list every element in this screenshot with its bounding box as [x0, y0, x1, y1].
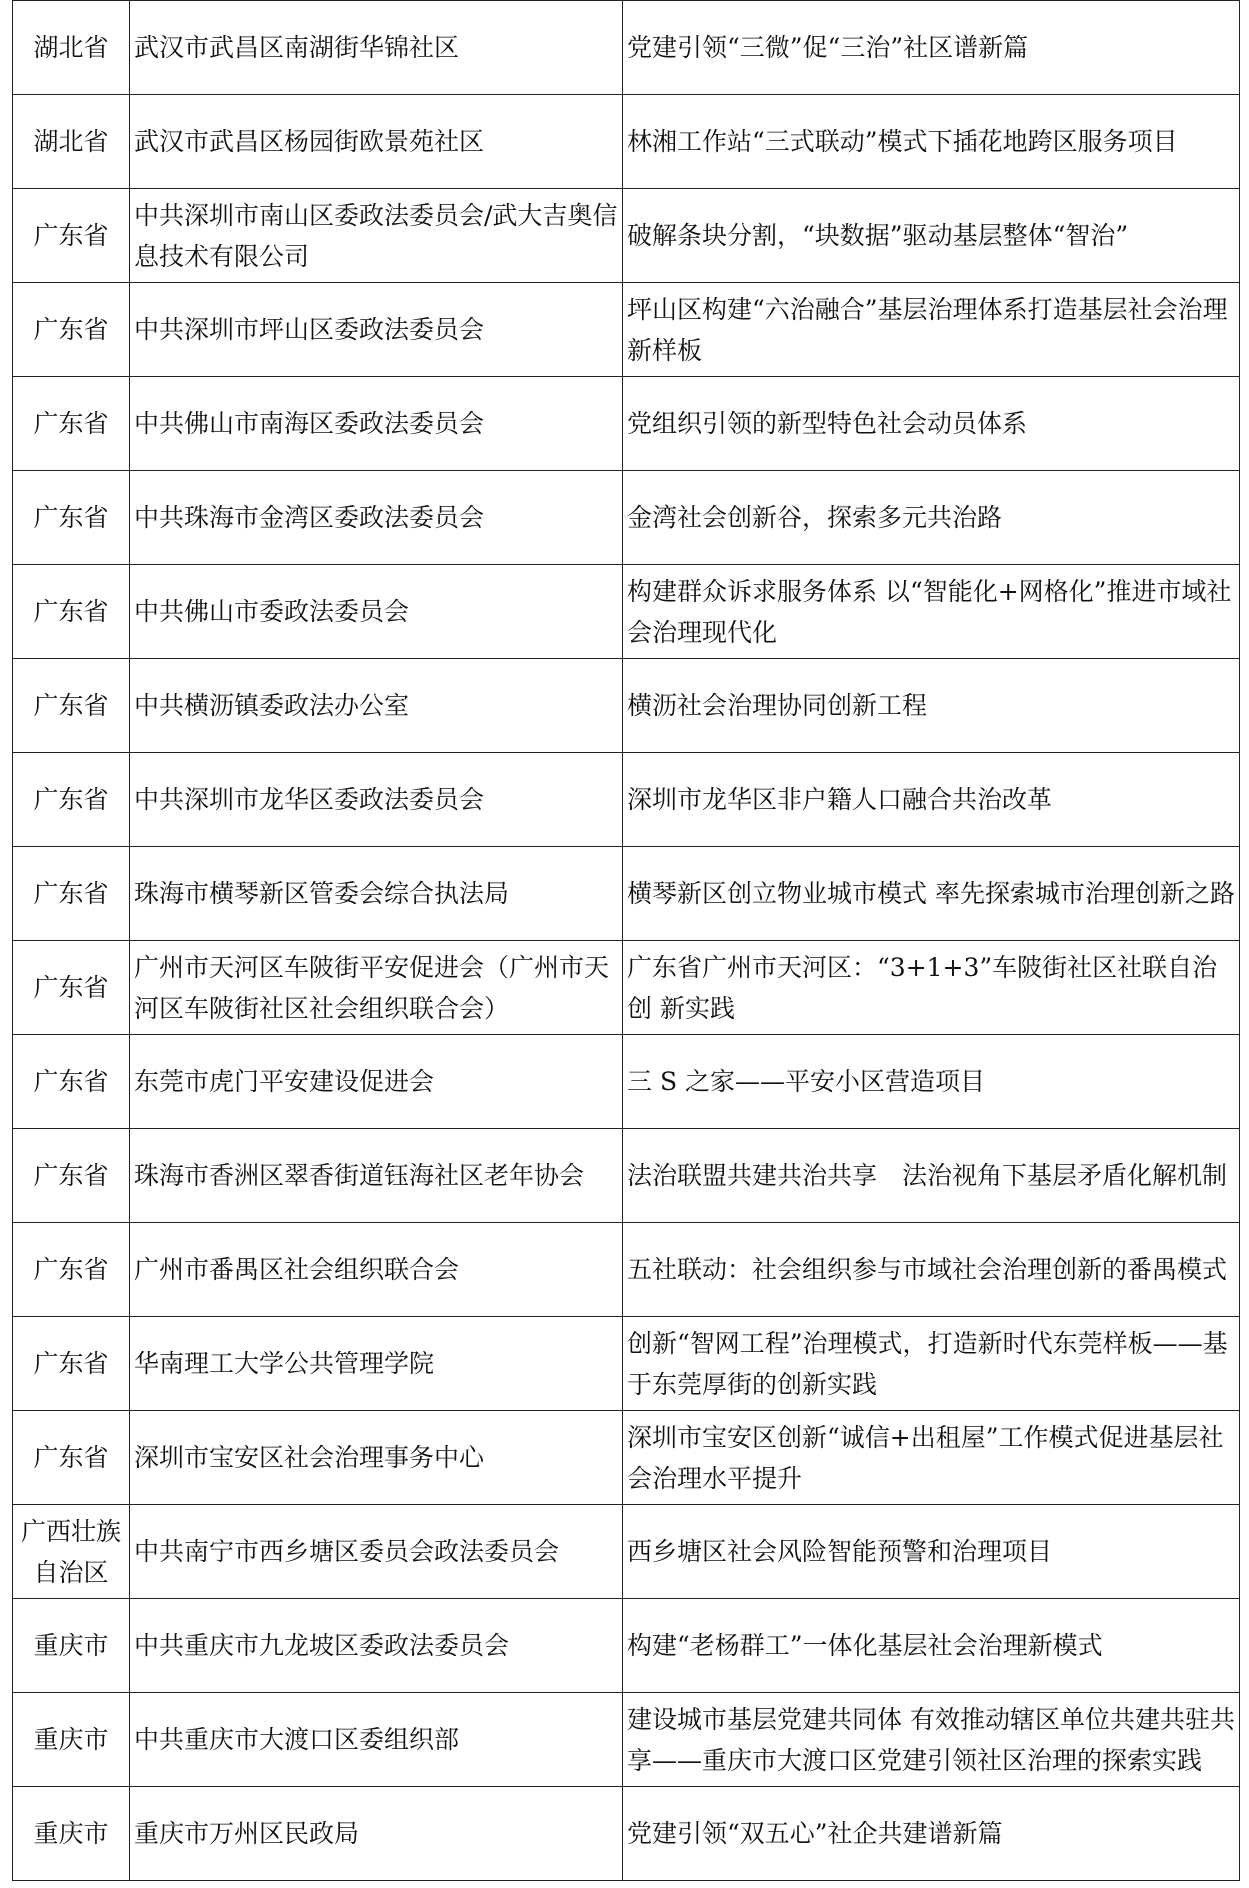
organization-cell: 中共横沥镇委政法办公室	[130, 659, 623, 753]
table-row	[13, 1035, 1240, 1129]
table-row	[13, 1129, 1240, 1223]
table-row	[13, 189, 1240, 283]
table-row	[13, 1317, 1240, 1411]
table-row	[13, 847, 1240, 941]
organization-cell: 珠海市香洲区翠香街道钰海社区老年协会	[130, 1129, 623, 1223]
organization-cell: 重庆市万州区民政局	[130, 1787, 623, 1881]
case-list-table	[12, 0, 1240, 1881]
province-cell: 广东省	[13, 565, 130, 659]
province-cell: 广西壮族自治区	[13, 1505, 130, 1599]
organization-cell: 广州市天河区车陂街平安促进会（广州市天河区车陂街社区社会组织联合会）	[130, 941, 623, 1035]
project-cell: 五社联动：社会组织参与市域社会治理创新的番禺模式	[623, 1223, 1240, 1317]
organization-cell: 中共重庆市九龙坡区委政法委员会	[130, 1599, 623, 1693]
organization-cell: 深圳市宝安区社会治理事务中心	[130, 1411, 623, 1505]
table-row	[13, 565, 1240, 659]
organization-cell: 中共佛山市委政法委员会	[130, 565, 623, 659]
table-row	[13, 471, 1240, 565]
organization-cell: 东莞市虎门平安建设促进会	[130, 1035, 623, 1129]
province-cell: 重庆市	[13, 1787, 130, 1881]
province-cell: 广东省	[13, 471, 130, 565]
province-cell: 广东省	[13, 659, 130, 753]
table-body	[13, 1, 1240, 1881]
province-cell: 广东省	[13, 1129, 130, 1223]
project-cell: 破解条块分割，“块数据”驱动基层整体“智治”	[623, 189, 1240, 283]
province-cell: 重庆市	[13, 1693, 130, 1787]
table-row	[13, 941, 1240, 1035]
table-row	[13, 1223, 1240, 1317]
province-cell: 广东省	[13, 941, 130, 1035]
province-cell: 湖北省	[13, 95, 130, 189]
table-row	[13, 1411, 1240, 1505]
table-row	[13, 1599, 1240, 1693]
organization-cell: 中共深圳市坪山区委政法委员会	[130, 283, 623, 377]
organization-cell: 中共珠海市金湾区委政法委员会	[130, 471, 623, 565]
project-cell: 党组织引领的新型特色社会动员体系	[623, 377, 1240, 471]
organization-cell: 华南理工大学公共管理学院	[130, 1317, 623, 1411]
organization-cell: 中共南宁市西乡塘区委员会政法委员会	[130, 1505, 623, 1599]
province-cell: 广东省	[13, 1223, 130, 1317]
province-cell: 重庆市	[13, 1599, 130, 1693]
project-cell: 建设城市基层党建共同体 有效推动辖区单位共建共驻共享——重庆市大渡口区党建引领社区治理的探索实践	[623, 1693, 1240, 1787]
province-cell: 广东省	[13, 189, 130, 283]
project-cell: 横琴新区创立物业城市模式 率先探索城市治理创新之路	[623, 847, 1240, 941]
province-cell: 广东省	[13, 1411, 130, 1505]
project-cell: 法治联盟共建共治共享 法治视角下基层矛盾化解机制	[623, 1129, 1240, 1223]
organization-cell: 武汉市武昌区南湖街华锦社区	[130, 1, 623, 95]
organization-cell: 广州市番禺区社会组织联合会	[130, 1223, 623, 1317]
project-cell: 深圳市宝安区创新“诚信+出租屋”工作模式促进基层社会治理水平提升	[623, 1411, 1240, 1505]
organization-cell: 中共重庆市大渡口区委组织部	[130, 1693, 623, 1787]
project-cell: 西乡塘区社会风险智能预警和治理项目	[623, 1505, 1240, 1599]
table-row	[13, 283, 1240, 377]
project-cell: 构建群众诉求服务体系 以“智能化+网格化”推进市域社会治理现代化	[623, 565, 1240, 659]
table-row	[13, 659, 1240, 753]
project-cell: 党建引领“三微”促“三治”社区谱新篇	[623, 1, 1240, 95]
table-row	[13, 1693, 1240, 1787]
organization-cell: 武汉市武昌区杨园街欧景苑社区	[130, 95, 623, 189]
province-cell: 广东省	[13, 283, 130, 377]
province-cell: 广东省	[13, 1317, 130, 1411]
province-cell: 广东省	[13, 377, 130, 471]
project-cell: 创新“智网工程”治理模式，打造新时代东莞样板——基于东莞厚街的创新实践	[623, 1317, 1240, 1411]
project-cell: 广东省广州市天河区：“3+1+3”车陂街社区社联自治创 新实践	[623, 941, 1240, 1035]
table-row	[13, 753, 1240, 847]
organization-cell: 中共深圳市南山区委政法委员会/武大吉奥信息技术有限公司	[130, 189, 623, 283]
project-cell: 林湘工作站“三式联动”模式下插花地跨区服务项目	[623, 95, 1240, 189]
province-cell: 广东省	[13, 753, 130, 847]
table-row	[13, 95, 1240, 189]
project-cell: 构建“老杨群工”一体化基层社会治理新模式	[623, 1599, 1240, 1693]
table-row	[13, 377, 1240, 471]
table-row	[13, 1787, 1240, 1881]
project-cell: 党建引领“双五心”社企共建谱新篇	[623, 1787, 1240, 1881]
organization-cell: 中共佛山市南海区委政法委员会	[130, 377, 623, 471]
project-cell: 金湾社会创新谷，探索多元共治路	[623, 471, 1240, 565]
table-row	[13, 1, 1240, 95]
province-cell: 广东省	[13, 1035, 130, 1129]
project-cell: 三 S 之家——平安小区营造项目	[623, 1035, 1240, 1129]
project-cell: 深圳市龙华区非户籍人口融合共治改革	[623, 753, 1240, 847]
project-cell: 坪山区构建“六治融合”基层治理体系打造基层社会治理新样板	[623, 283, 1240, 377]
province-cell: 广东省	[13, 847, 130, 941]
organization-cell: 珠海市横琴新区管委会综合执法局	[130, 847, 623, 941]
project-cell: 横沥社会治理协同创新工程	[623, 659, 1240, 753]
organization-cell: 中共深圳市龙华区委政法委员会	[130, 753, 623, 847]
table-row	[13, 1505, 1240, 1599]
province-cell: 湖北省	[13, 1, 130, 95]
